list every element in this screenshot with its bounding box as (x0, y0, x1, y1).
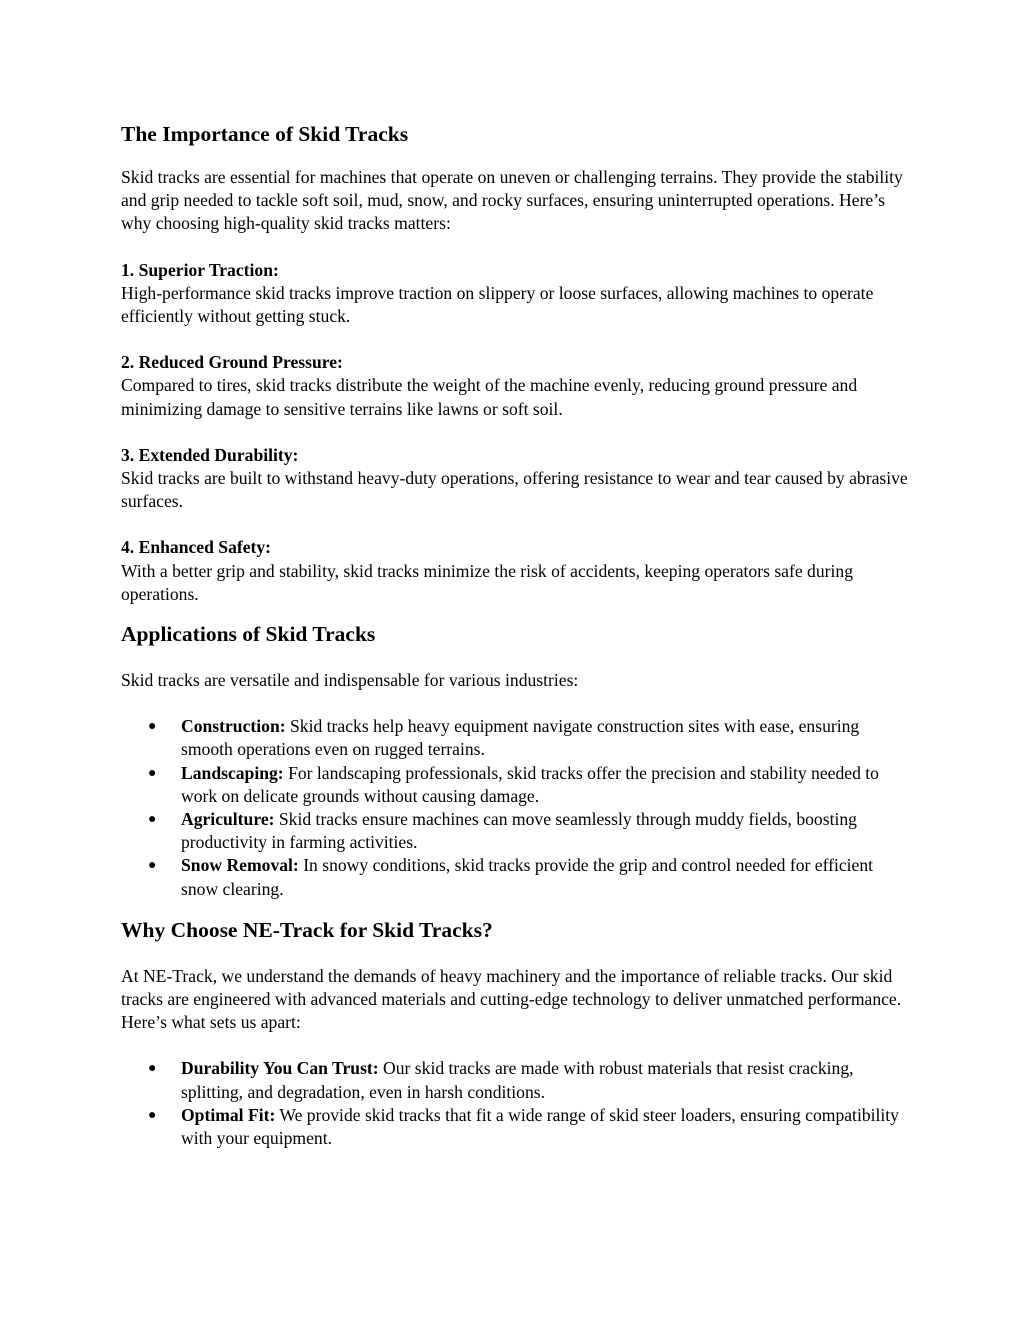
section-title-importance: The Importance of Skid Tracks (121, 122, 409, 146)
list-item-text: Skid tracks ensure machines can move seamlessly through muddy fields, boosting productivity in farming activities. (181, 809, 857, 853)
list-item-text: For landscaping professionals, skid tracks offer the precision and stability needed to work on delicate grounds without causing damage. (181, 762, 879, 806)
feature-text: Compared to tires, skid tracks distribute the weight of the machine evenly, reducing ground pressure and minimizing damage to sensitive terrains like lawns or soft soil. (121, 375, 858, 419)
bullet-icon: ● (148, 719, 157, 735)
list-item (121, 762, 911, 808)
feature-title: 4. Enhanced Safety: (121, 537, 272, 558)
feature-text: High-performance skid tracks improve traction on slippery or loose surfaces, allowing machines to operate efficiently without getting stuck. (121, 282, 874, 327)
section-title-why-ne-track: Why Choose NE-Track for Skid Tracks? (121, 917, 493, 942)
feature-title: 1. Superior Traction: (121, 259, 279, 280)
list-item (121, 808, 911, 854)
list-item (121, 1057, 911, 1103)
section-intro-why-ne-track: At NE-Track, we understand the demands of heavy machinery and the importance of reliable tracks. Our skid tracks are engineered with advanced materials and cutting-edge technology to deliver unmatched performance. Here’s what sets us apart: (121, 965, 902, 1033)
list-item-text: Skid tracks help heavy equipment navigate construction sites with ease, ensuring smooth operations even on rugged terrains. (181, 716, 860, 760)
bullet-icon: ● (148, 858, 157, 874)
feature-text: With a better grip and stability, skid tracks minimize the risk of accidents, keeping operators safe during operations. (121, 560, 853, 604)
list-item-text: Our skid tracks are made with robust materials that resist cracking, splitting, and degradation, even in harsh conditions. (181, 1058, 854, 1102)
list-item-term: Construction: (181, 716, 286, 737)
feature-block-safety (121, 536, 911, 606)
feature-block-traction (121, 259, 911, 329)
list-item (121, 715, 911, 761)
document-page (121, 119, 911, 1150)
list-item-text: We provide skid tracks that fit a wide range of skid steer loaders, ensuring compatibility with your equipment. (181, 1104, 899, 1149)
list-item-term: Durability You Can Trust: (181, 1058, 379, 1079)
feature-block-durability (121, 444, 911, 514)
section-intro-importance: Skid tracks are essential for machines that operate on uneven or challenging terrains. They provide the stability and grip needed to tackle soft soil, mud, snow, and rocky surfaces, ensuring uninterrupted operations. Here’s why choosing high-quality skid tracks matters: (121, 167, 903, 234)
list-item-term: Agriculture: (181, 809, 275, 830)
advantages-list (121, 1057, 911, 1150)
list-item-term: Optimal Fit: (181, 1104, 276, 1125)
feature-title: 3. Extended Durability: (121, 444, 299, 465)
bullet-icon: ● (148, 1061, 157, 1077)
bullet-icon: ● (148, 765, 157, 781)
feature-text: Skid tracks are built to withstand heavy-duty operations, offering resistance to wear and tear caused by abrasive surfaces. (121, 468, 908, 512)
feature-block-ground-pressure (121, 351, 911, 421)
feature-title: 2. Reduced Ground Pressure: (121, 352, 343, 373)
applications-list (121, 715, 911, 901)
list-item-term: Snow Removal: (181, 855, 299, 876)
section-intro-applications: Skid tracks are versatile and indispensable for various industries: (121, 670, 579, 691)
bullet-icon: ● (148, 1107, 157, 1123)
list-item-term: Landscaping: (181, 762, 284, 783)
list-item-text: In snowy conditions, skid tracks provide the grip and control needed for efficient snow clearing. (181, 855, 874, 899)
bullet-icon: ● (148, 812, 157, 828)
list-item (121, 854, 911, 900)
section-title-applications: Applications of Skid Tracks (121, 622, 376, 647)
list-item (121, 1104, 911, 1150)
